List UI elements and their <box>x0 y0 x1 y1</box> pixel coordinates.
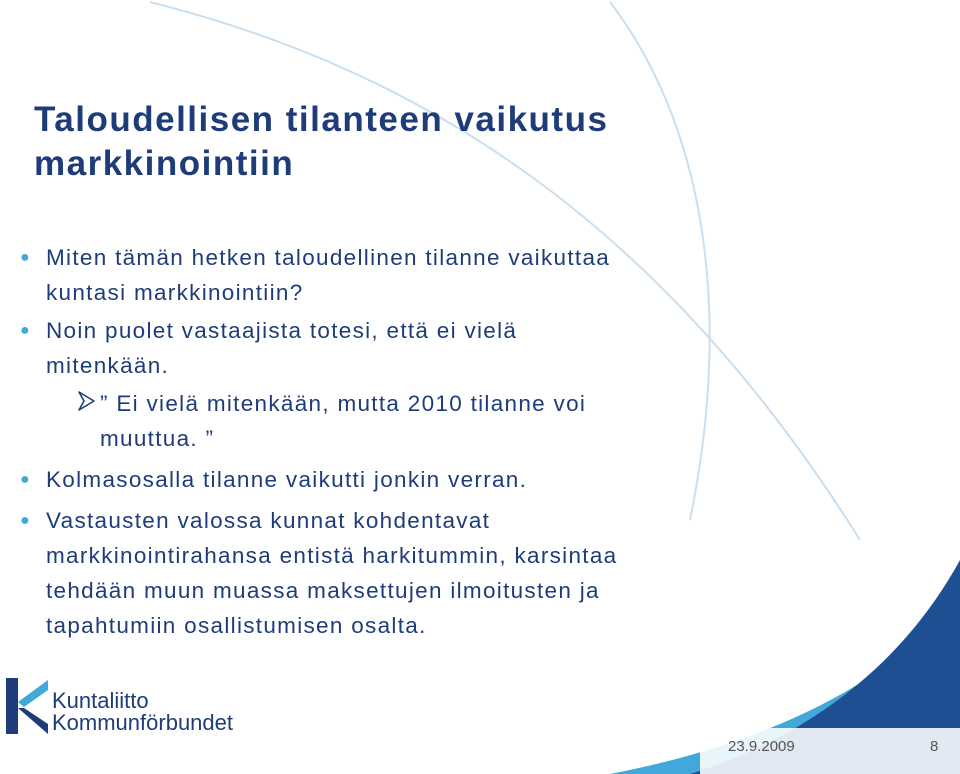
sub-bullet-text: muuttua. ” <box>100 426 215 451</box>
dot-bullet-icon: ● <box>20 249 31 266</box>
bullet-text: Miten tämän hetken taloudellinen tilanne vaikuttaa <box>46 245 611 270</box>
list-item <box>20 503 740 643</box>
footer-date: 23.9.2009 <box>728 738 795 755</box>
bullet-list <box>20 240 740 643</box>
list-item <box>20 386 740 456</box>
logo-text <box>52 690 233 734</box>
title-line-1: Taloudellisen tilanteen vaikutus <box>34 100 609 139</box>
sub-bullet-text: ” Ei vielä mitenkään, mutta 2010 tilanne voi <box>100 391 587 416</box>
dot-bullet-icon: ● <box>20 471 31 488</box>
title-line-2: markkinointiin <box>34 144 295 183</box>
bullet-text: tehdään muun muassa maksettujen ilmoitusten ja <box>46 578 600 603</box>
logo-line-2: Kommunförbundet <box>52 710 233 735</box>
bullet-text: tapahtumiin osallistumisen osalta. <box>46 613 427 638</box>
arrow-bullet-icon <box>74 388 100 414</box>
dot-bullet-icon: ● <box>20 322 31 339</box>
list-item <box>20 313 740 383</box>
logo-line-1: Kuntaliitto <box>52 688 149 713</box>
bullet-text: mitenkään. <box>46 353 170 378</box>
dot-bullet-icon: ● <box>20 512 31 529</box>
bullet-text: Kolmasosalla tilanne vaikutti jonkin verran. <box>46 467 528 492</box>
bullet-text: markkinointirahansa entistä harkitummin, karsintaa <box>46 543 618 568</box>
bullet-text: kuntasi markkinointiin? <box>46 280 304 305</box>
list-item <box>20 462 740 497</box>
bullet-text: Noin puolet vastaajista totesi, että ei vielä <box>46 318 518 343</box>
list-item <box>20 240 740 310</box>
bullet-text: Vastausten valossa kunnat kohdentavat <box>46 508 491 533</box>
page-number: 8 <box>930 738 939 755</box>
slide-title <box>34 98 794 186</box>
